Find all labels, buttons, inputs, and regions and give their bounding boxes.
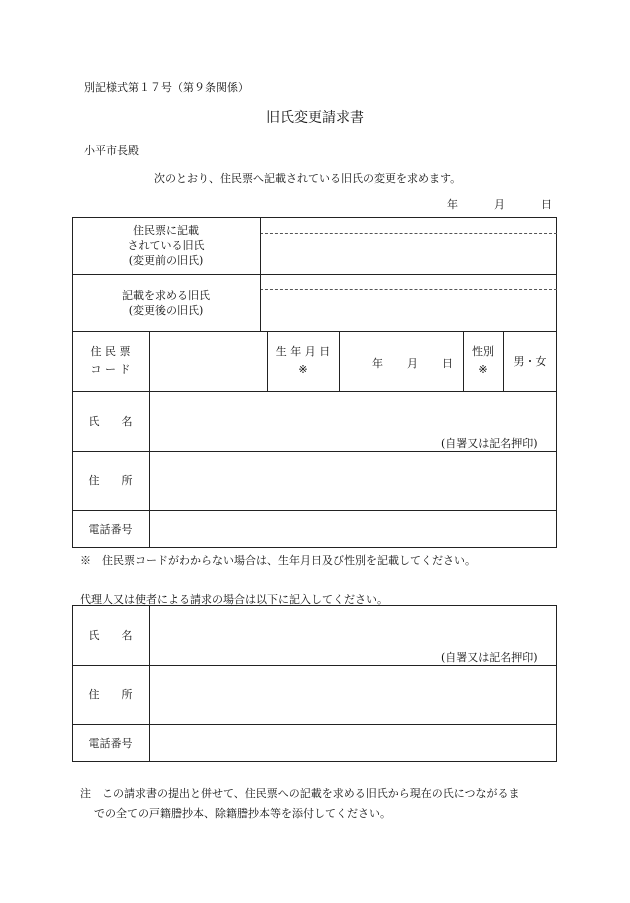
- agent-address-label: 住 所: [88, 688, 133, 701]
- old-surname-label-line3: (変更前の旧氏): [128, 254, 204, 267]
- phone-field[interactable]: [150, 511, 556, 548]
- address-field[interactable]: [150, 452, 556, 510]
- birth-day-label: 日: [442, 357, 453, 370]
- birth-year-label: 年: [372, 357, 383, 370]
- birthdate-label-text: 生 年 月 日: [275, 345, 331, 358]
- resident-code-label-line1: 住 民 票: [90, 345, 131, 358]
- new-surname-field[interactable]: [261, 275, 556, 331]
- name-label: 氏 名: [88, 414, 133, 428]
- old-surname-label-line1: 住民票に記載: [133, 224, 199, 237]
- intro-text: 次のとおり、住民票へ記載されている旧氏の変更を求めます。: [154, 172, 462, 185]
- footnote-line1: 注 この請求書の提出と併せて、住民票への記載を求める旧氏から現在の氏につながるま: [80, 787, 520, 800]
- old-surname-label-line2: されている旧氏: [127, 239, 205, 252]
- form-number: 別記様式第１７号（第９条関係）: [84, 81, 249, 94]
- gender-label: [463, 331, 503, 391]
- page-title: 旧氏変更請求書: [266, 110, 364, 126]
- footnote-line2: での全ての戸籍謄抄本、除籍謄抄本等を添付してください。: [94, 807, 391, 820]
- agent-address-field[interactable]: [150, 666, 556, 724]
- resident-code-field[interactable]: [150, 332, 267, 391]
- birth-month-label: 月: [407, 357, 418, 370]
- old-surname-field[interactable]: [261, 218, 556, 274]
- gender-options[interactable]: 男・女: [513, 354, 547, 368]
- resident-code-note: ※ 住民票コードがわからない場合は、生年月日及び性別を記載してください。: [80, 554, 476, 567]
- date-year-label: 年: [447, 198, 458, 211]
- birthdate-mark: ※: [298, 363, 308, 376]
- agent-signature-note: (自署又は記名押印): [441, 651, 538, 664]
- address-label: 住 所: [88, 474, 133, 487]
- new-surname-label: [72, 274, 260, 331]
- gender-label-text: 性別: [472, 345, 494, 358]
- agent-name-label: 氏 名: [88, 628, 133, 642]
- addressee: 小平市長殿: [84, 144, 139, 157]
- agent-phone-label: 電話番号: [88, 736, 133, 750]
- old-surname-label: [72, 217, 260, 274]
- new-surname-label-line2: (変更後の旧氏): [128, 303, 204, 317]
- agent-phone-field[interactable]: [150, 725, 556, 762]
- signature-note: (自署又は記名押印): [441, 437, 538, 450]
- new-surname-label-line1: 記載を求める旧氏: [122, 288, 210, 302]
- resident-code-label-line2: コ ー ド: [90, 363, 131, 376]
- date-month-label: 月: [494, 198, 505, 211]
- phone-label: 電話番号: [88, 522, 133, 536]
- birthdate-label: [267, 331, 339, 391]
- resident-code-label: [72, 331, 149, 391]
- agent-intro: 代理人又は使者による請求の場合は以下に記入してください。: [80, 593, 388, 606]
- date-day-label: 日: [541, 198, 552, 211]
- gender-mark: ※: [478, 363, 488, 376]
